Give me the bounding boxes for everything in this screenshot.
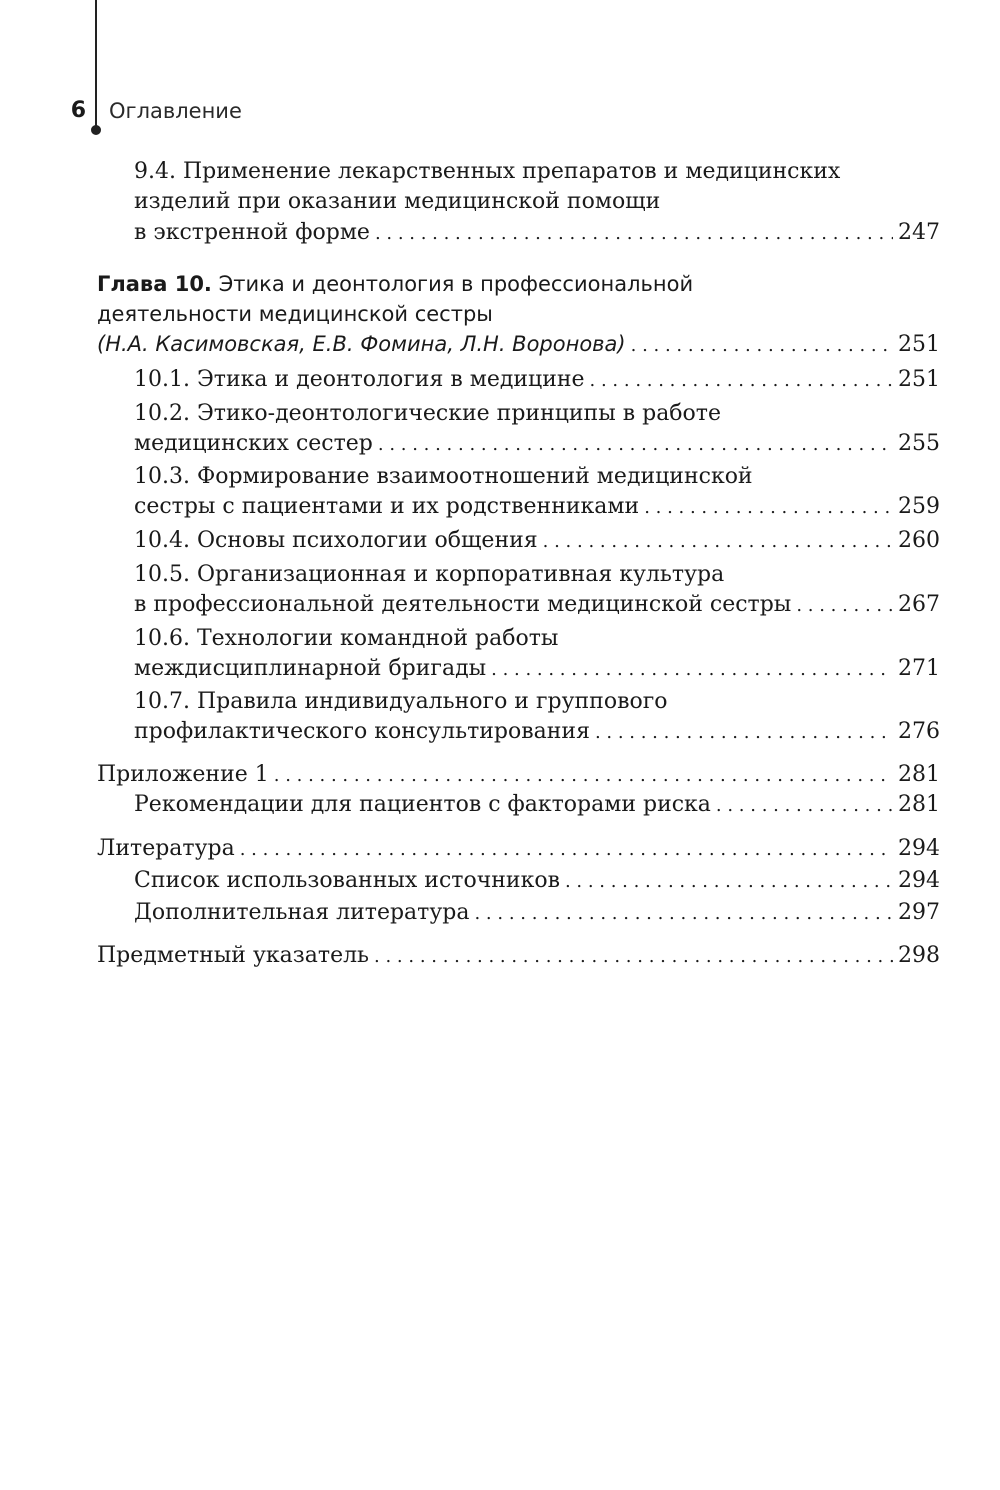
toc-entry-additional-literature[interactable] <box>134 896 940 930</box>
toc-page-number: 294 <box>898 836 940 861</box>
leader-dots <box>374 939 893 973</box>
leader-dots <box>716 788 893 822</box>
chapter-10-title: Этика и деонтология в профессиональной <box>218 272 694 296</box>
leader-dots <box>274 758 893 792</box>
toc-entry-10-4[interactable] <box>134 524 940 558</box>
toc-page-number: 271 <box>898 656 940 681</box>
toc-page-number: 294 <box>898 868 940 893</box>
toc-entry-recommendations[interactable] <box>134 788 940 822</box>
toc-entry-appendix-1[interactable] <box>97 758 940 792</box>
toc-page-number: 281 <box>898 762 940 787</box>
toc-entry-10-1[interactable] <box>134 363 940 397</box>
toc-entry-label: сестры с пациентами и их родственниками <box>134 494 640 519</box>
leader-dots <box>378 427 893 461</box>
toc-page-number: 251 <box>898 332 940 357</box>
toc-entry-10-3[interactable] <box>134 490 940 524</box>
toc-entry-10-6-line1: 10.6. Технологии командной работы <box>134 626 559 651</box>
toc-entry-label: Приложение 1 <box>97 762 269 787</box>
toc-entry-label: медицинских сестер <box>134 431 373 456</box>
leader-dots <box>590 363 893 397</box>
leader-dots <box>796 588 893 622</box>
toc-entry-10-5[interactable] <box>134 588 940 622</box>
leader-dots <box>565 864 893 898</box>
toc-page-number: 259 <box>898 494 940 519</box>
toc-entry-label: 10.4. Основы психологии общения <box>134 528 538 553</box>
toc-page-number: 260 <box>898 528 940 553</box>
toc-entry-label: 10.1. Этика и деонтология в медицине <box>134 367 585 392</box>
leader-dots <box>474 896 893 930</box>
chapter-10-authors: (Н.А. Касимовская, Е.В. Фомина, Л.Н. Воронова) <box>97 332 626 356</box>
running-head: Оглавление <box>109 99 242 123</box>
toc-entry-label: междисциплинарной бригады <box>134 656 487 681</box>
header-rule <box>95 0 97 132</box>
toc-entry-10-7[interactable] <box>134 715 940 749</box>
toc-entry-9-4[interactable] <box>134 216 940 250</box>
toc-entry-10-2[interactable] <box>134 427 940 461</box>
toc-entry-10-2-line1: 10.2. Этико-деонтологические принципы в работе <box>134 401 721 426</box>
chapter-10-label: Глава 10. <box>97 272 212 296</box>
toc-entry-10-5-line1: 10.5. Организационная и корпоративная культура <box>134 562 725 587</box>
toc-page-number: 251 <box>898 367 940 392</box>
toc-entry-label: в профессиональной деятельности медицинской сестры <box>134 592 792 617</box>
toc-entry-10-3-line1: 10.3. Формирование взаимоотношений медицинской <box>134 464 753 489</box>
header-rule-dot <box>91 125 101 135</box>
leader-dots <box>595 715 893 749</box>
toc-page-number: 281 <box>898 792 940 817</box>
toc-entry-sources[interactable] <box>134 864 940 898</box>
toc-page-number: 267 <box>898 592 940 617</box>
toc-entry-9-4-line2: изделий при оказании медицинской помощи <box>134 189 661 214</box>
toc-page-number: 276 <box>898 719 940 744</box>
toc-entry-chapter-10[interactable] <box>97 327 940 361</box>
toc-page-number: 297 <box>898 900 940 925</box>
toc-page-number: 255 <box>898 431 940 456</box>
toc-entry-10-7-line1: 10.7. Правила индивидуального и группового <box>134 689 668 714</box>
toc-entry-label: Дополнительная литература <box>134 900 470 925</box>
toc-entry-label: Рекомендации для пациентов с факторами риска <box>134 792 711 817</box>
page-number: 6 <box>70 98 86 123</box>
leader-dots <box>543 524 893 558</box>
toc-entry-label: в экстренной форме <box>134 220 370 245</box>
toc-entry-label: Предметный указатель <box>97 943 370 968</box>
toc-entry-literature[interactable] <box>97 832 940 866</box>
leader-dots <box>240 832 893 866</box>
toc-entry-9-4-line1: 9.4. Применение лекарственных препаратов и медицинских <box>134 159 841 184</box>
leader-dots <box>631 328 893 362</box>
leader-dots <box>491 652 893 686</box>
toc-entry-label: Литература <box>97 836 235 861</box>
toc-entry-label: Список использованных источников <box>134 868 560 893</box>
chapter-10-title-line1 <box>97 267 693 301</box>
toc-entry-subject-index[interactable] <box>97 939 940 973</box>
leader-dots <box>375 216 893 250</box>
toc-page-number: 298 <box>898 943 940 968</box>
leader-dots <box>644 490 893 524</box>
toc-entry-10-6[interactable] <box>134 652 940 686</box>
toc-page-number: 247 <box>898 220 940 245</box>
chapter-10-title-line2: деятельности медицинской сестры <box>97 302 493 326</box>
toc-entry-label: профилактического консультирования <box>134 719 590 744</box>
